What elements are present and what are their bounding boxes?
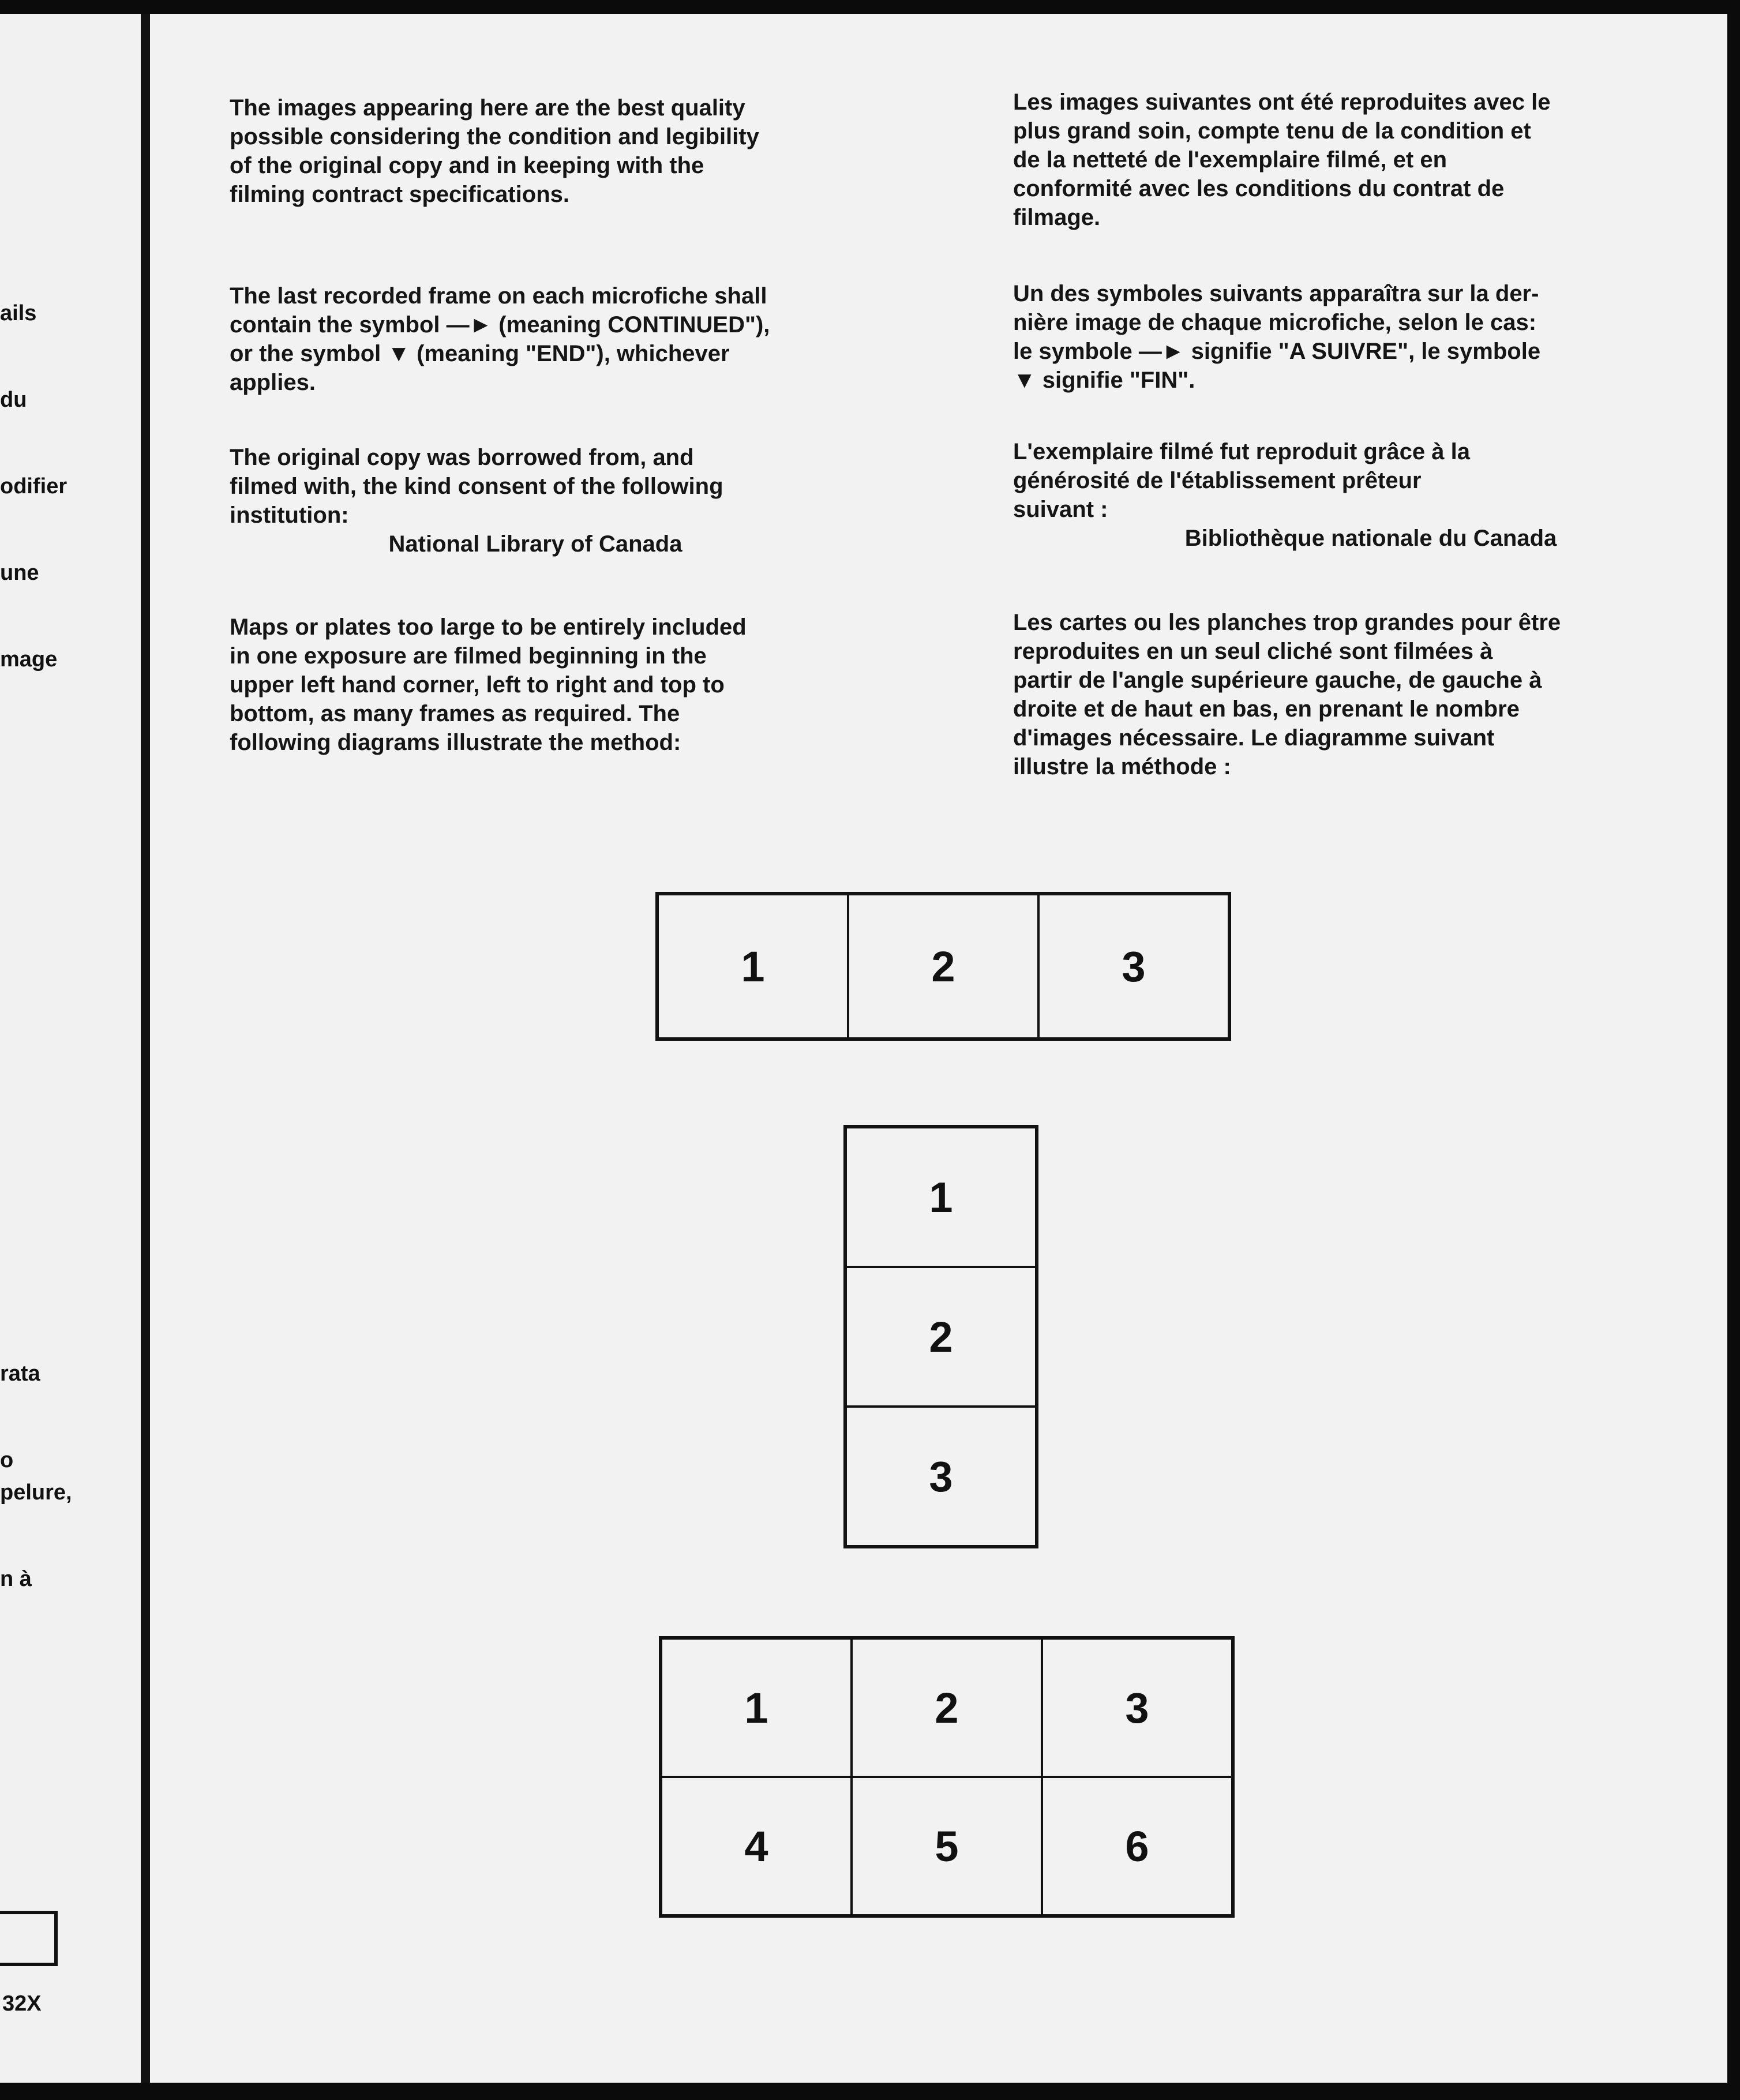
fragment-line: n à [0,1567,32,1591]
frame-cell: 4 [661,1777,852,1916]
frame-cell: 2 [848,894,1038,1039]
frame-cell: 2 [852,1638,1042,1777]
magnification-label: 32X [2,1992,42,2016]
english-maps-text: Maps or plates too large to be entirely included in one exposure are filmed beginning in the upper left hand corner, left to right and top to bottom, as many frames as required. The following diagrams illustrate the method: [230,614,747,755]
french-quality-notice [1013,88,1705,232]
french-maps-text: Les cartes ou les planches trop grandes pour être reproduites en un seul cliché sont filmées à partir de l'angle supérieure gauche, de gauche à droite et de haut en bas, en prenant le nombre d'images nécessaire. Le diagramme suivant illustre la méthode : [1013,610,1561,779]
frame-cell: 6 [1042,1777,1233,1916]
resolution-target-box [0,1911,58,1966]
fragment-line: o [0,1448,14,1472]
frame-cell: 3 [1042,1638,1233,1777]
frame-cell: 2 [845,1267,1037,1407]
fragment-line: du [0,388,27,412]
frame-cell: 3 [845,1407,1037,1547]
right-film-border [1727,0,1740,2100]
fragment-line: rata [0,1362,40,1386]
english-quality-text: The images appearing here are the best quality possible considering the condition and legibility of the original copy and in keeping with the filming contract specifications. [230,95,759,207]
french-maps-notice [1013,608,1705,781]
diagram-horizontal-frames [655,892,1231,1041]
frame-cell: 1 [845,1127,1037,1267]
english-institution-name: National Library of Canada [388,531,682,557]
french-last-frame-text: Un des symboles suivants apparaîtra sur la der- nière image de chaque microfiche, selon le cas: le symbole —► signifie "A SUIVRE", le symbole ▼ signifie "FIN". [1013,281,1541,393]
frame-cell: 1 [661,1638,852,1777]
english-borrowed-notice [230,443,910,558]
top-film-border [0,0,1740,14]
fragment-line: mage [0,647,58,672]
english-last-frame-notice [230,282,910,397]
french-borrowed-text: L'exemplaire filmé fut reproduit grâce à la générosité de l'établissement prêteur suivant : [1013,439,1470,522]
fragment-line: pelure, [0,1480,72,1505]
french-institution-name: Bibliothèque nationale du Canada [1184,526,1557,551]
adjacent-page-fragment [0,14,141,2083]
french-borrowed-notice [1013,437,1705,553]
diagram-vertical-frames [843,1125,1038,1548]
french-last-frame-notice [1013,279,1705,395]
fragment-line: une [0,561,39,585]
page-gutter [141,14,150,2083]
english-borrowed-text: The original copy was borrowed from, and filmed with, the kind consent of the following institution: [230,445,723,528]
frame-cell: 1 [657,894,848,1039]
frame-cell: 3 [1038,894,1229,1039]
bottom-film-border [0,2083,1740,2100]
fragment-block-3 [0,1420,72,1651]
diagram-grid-frames [659,1636,1235,1918]
frame-cell: 5 [852,1777,1042,1916]
english-quality-notice [230,93,910,209]
fragment-line: odifier [0,474,68,498]
fragment-block-1 [0,241,67,732]
english-last-frame-text: The last recorded frame on each microfiche shall contain the symbol —► (meaning CONTINUED"), or the symbol ▼ (meaning "END"), whichever applies. [230,283,770,395]
english-maps-notice [230,613,910,757]
fragment-line: ails [0,301,37,325]
french-quality-text: Les images suivantes ont été reproduites avec le plus grand soin, compte tenu de la condition et de la netteté de l'exemplaire filmé, et en conformité avec les conditions du contrat de filmage. [1013,89,1551,230]
